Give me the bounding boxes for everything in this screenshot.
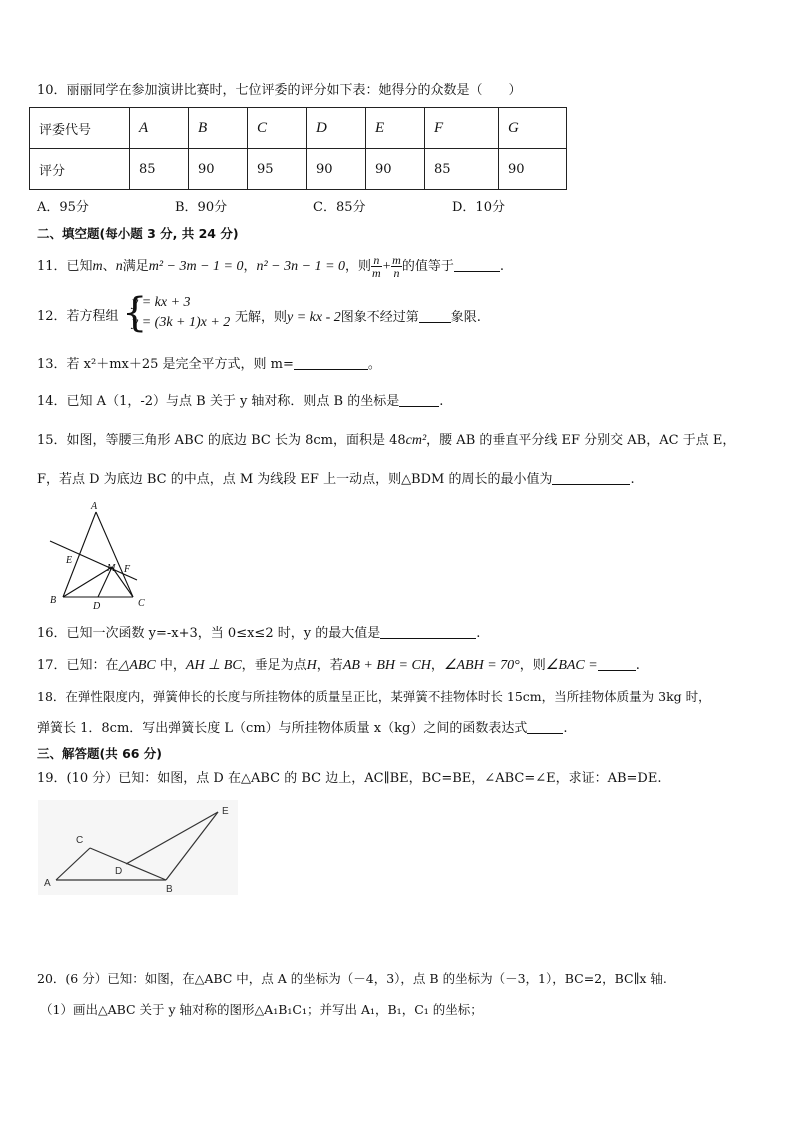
table-cell: D bbox=[307, 108, 366, 149]
q20-line1: 20．(6 分）已知：如图，在△ABC 中，点 A 的坐标为（－4，3），点 B 的坐标为（－3，1），BC=2，BC∥x 轴. bbox=[37, 971, 667, 986]
q17-angle: ∠ABH = 70° bbox=[443, 658, 520, 673]
label-b: B bbox=[166, 884, 173, 895]
label-f: F bbox=[124, 564, 131, 575]
label-a: A bbox=[91, 501, 98, 512]
q17-t3: ，若 bbox=[316, 658, 343, 673]
table-cell: 85 bbox=[130, 149, 189, 190]
q11-m: m bbox=[92, 259, 103, 274]
q12-mid: 无解，则 bbox=[235, 310, 288, 325]
table-cell: G bbox=[499, 108, 567, 149]
q14-text: 14．已知 A（1，-2）与点 B 关于 y 轴对称．则点 B 的坐标是 bbox=[37, 394, 400, 409]
label-c: C bbox=[76, 835, 84, 846]
q11-end: . bbox=[499, 259, 504, 274]
q11-suffix: 的值等于 bbox=[401, 259, 454, 274]
label-d: D bbox=[93, 601, 101, 612]
q11-plus: + bbox=[381, 259, 392, 274]
q19-figure bbox=[38, 800, 238, 895]
q11-eq2: n² − 3n − 1 = 0 bbox=[256, 259, 346, 274]
table-cell: 90 bbox=[189, 149, 248, 190]
q17-perp: AH ⊥ BC bbox=[185, 658, 242, 673]
q17-t2: ，垂足为点 bbox=[241, 658, 307, 673]
q17-answer-blank[interactable] bbox=[598, 656, 636, 671]
q12-eq1: y = kx + 3 bbox=[132, 295, 191, 310]
table-score-label: 评分 bbox=[30, 149, 130, 190]
table-header-label: 评委代号 bbox=[30, 108, 130, 149]
table-row bbox=[30, 149, 567, 190]
q13 bbox=[37, 355, 381, 374]
q17-ask: ∠BAC = bbox=[545, 658, 598, 673]
q10-option-c: C．85分 bbox=[313, 200, 366, 215]
q14-end: . bbox=[439, 394, 444, 409]
q12-prefix: 12．若方程组 bbox=[37, 309, 119, 324]
table-cell: A bbox=[130, 108, 189, 149]
q12-rest bbox=[235, 308, 481, 327]
q13-text: 13．若 x²＋mx＋25 是完全平方式，则 m= bbox=[37, 357, 294, 372]
q15-end: . bbox=[630, 472, 635, 487]
table-cell: 85 bbox=[425, 149, 499, 190]
brace-icon: { bbox=[122, 290, 148, 336]
q13-end: 。 bbox=[367, 357, 381, 372]
q11-comma: ， bbox=[243, 259, 257, 274]
segment-ac bbox=[96, 512, 133, 597]
q14-answer-blank[interactable] bbox=[399, 392, 439, 407]
label-c: C bbox=[138, 598, 145, 609]
q18-line2 bbox=[37, 719, 567, 738]
q17-t4: ， bbox=[430, 658, 444, 673]
q17-h: H bbox=[306, 658, 317, 673]
section-heading-solutions: 三、解答题(共 66 分) bbox=[37, 746, 163, 761]
q20-line2: （1）画出△ABC 关于 y 轴对称的图形△A₁B₁C₁；并写出 A₁，B₁，C₁ 的坐标； bbox=[40, 1002, 483, 1017]
section-heading-fill-in: 二、填空题(每小题 3 分, 共 24 分) bbox=[37, 226, 239, 241]
score-table bbox=[29, 107, 567, 190]
table-cell: C bbox=[248, 108, 307, 149]
q11-sep: 、 bbox=[102, 259, 116, 274]
q15-line1 bbox=[37, 432, 735, 450]
q17-t5: ，则 bbox=[519, 658, 546, 673]
q15-answer-blank[interactable] bbox=[552, 470, 630, 485]
q14 bbox=[37, 392, 443, 411]
q17-prefix: 17．已知：在 bbox=[37, 658, 119, 673]
figure-scan-background bbox=[38, 800, 238, 895]
q15-line1b: ，腰 AB 的垂直平分线 EF 分别交 AB，AC 于点 E， bbox=[426, 433, 736, 448]
q17-end: . bbox=[635, 658, 640, 673]
q12-expr: y = kx - 2 bbox=[287, 310, 341, 325]
q11-then: ，则 bbox=[345, 259, 372, 274]
label-d: D bbox=[115, 866, 123, 877]
q11-frac2: $\frac{m}{n}$ bbox=[392, 253, 401, 280]
table-cell: E bbox=[366, 108, 425, 149]
table-cell: 90 bbox=[366, 149, 425, 190]
table-cell: 95 bbox=[248, 149, 307, 190]
q16 bbox=[37, 624, 480, 643]
q18-line1: 18．在弹性限度内，弹簧伸长的长度与所挂物体的质量呈正比，某弹簧不挂物体时长 15cm，当所挂物体质量为 3kg 时， bbox=[37, 689, 711, 704]
q10-option-b: B．90分 bbox=[175, 200, 228, 215]
q18-answer-blank[interactable] bbox=[527, 719, 563, 734]
q11-frac1: $\frac{n}{m}$ bbox=[372, 253, 381, 280]
q11-prefix: 11．已知 bbox=[37, 259, 93, 274]
q12-answer-blank[interactable] bbox=[419, 308, 451, 323]
label-m: M bbox=[107, 563, 116, 574]
q11-eq1: m² − 3m − 1 = 0 bbox=[148, 259, 244, 274]
q15-line2 bbox=[37, 470, 635, 489]
q18-end: . bbox=[563, 721, 568, 736]
q17-t1: 中， bbox=[155, 658, 186, 673]
table-cell: F bbox=[425, 108, 499, 149]
q10-stem: 10．丽丽同学在参加演讲比赛时，七位评委的评分如下表：她得分的众数是（ ） bbox=[37, 83, 522, 98]
q11-mid: 满足 bbox=[122, 259, 149, 274]
q15-line2-text: F，若点 D 为底边 BC 的中点，点 M 为线段 EF 上一动点，则△BDM 的周长的最小值为 bbox=[37, 472, 553, 487]
q11 bbox=[37, 254, 504, 279]
q17 bbox=[37, 656, 640, 675]
label-a: A bbox=[44, 878, 51, 889]
q16-answer-blank[interactable] bbox=[380, 624, 476, 639]
q16-text: 16．已知一次函数 y=-x+3，当 0≤x≤2 时，y 的最大值是 bbox=[37, 626, 381, 641]
q16-end: . bbox=[476, 626, 481, 641]
q17-eq: AB + BH = CH bbox=[342, 658, 431, 673]
q19-text: 19．(10 分）已知：如图，点 D 在△ABC 的 BC 边上，AC∥BE，BC=BE，∠ABC=∠E，求证：AB=DE. bbox=[37, 771, 662, 786]
label-e: E bbox=[66, 555, 73, 566]
q10-option-a: A．95分 bbox=[37, 200, 89, 215]
q15-triangle-figure bbox=[45, 497, 155, 612]
q10-option-d: D．10分 bbox=[452, 200, 505, 215]
label-b: B bbox=[50, 595, 57, 606]
label-e: E bbox=[222, 806, 229, 817]
table-cell: 90 bbox=[499, 149, 567, 190]
q11-n: n bbox=[115, 259, 123, 274]
q12-eq2: y = (3k + 1)x + 2 bbox=[132, 315, 231, 330]
q13-answer-blank[interactable] bbox=[294, 355, 368, 370]
q17-triangle: △ABC bbox=[118, 658, 156, 673]
q15-unit: cm² bbox=[405, 433, 427, 448]
table-cell: B bbox=[189, 108, 248, 149]
q12-end: 象限. bbox=[450, 310, 481, 325]
q15-line1a: 15．如图，等腰三角形 ABC 的底边 BC 长为 8cm，面积是 48 bbox=[37, 433, 406, 448]
q11-answer-blank[interactable] bbox=[454, 257, 500, 272]
q12-suffix: 图象不经过第 bbox=[340, 310, 419, 325]
q18-line2-text: 弹簧长 1．8cm．写出弹簧长度 L（cm）与所挂物体质量 x（kg）之间的函数表达式 bbox=[37, 721, 528, 736]
table-row bbox=[30, 108, 567, 149]
table-cell: 90 bbox=[307, 149, 366, 190]
